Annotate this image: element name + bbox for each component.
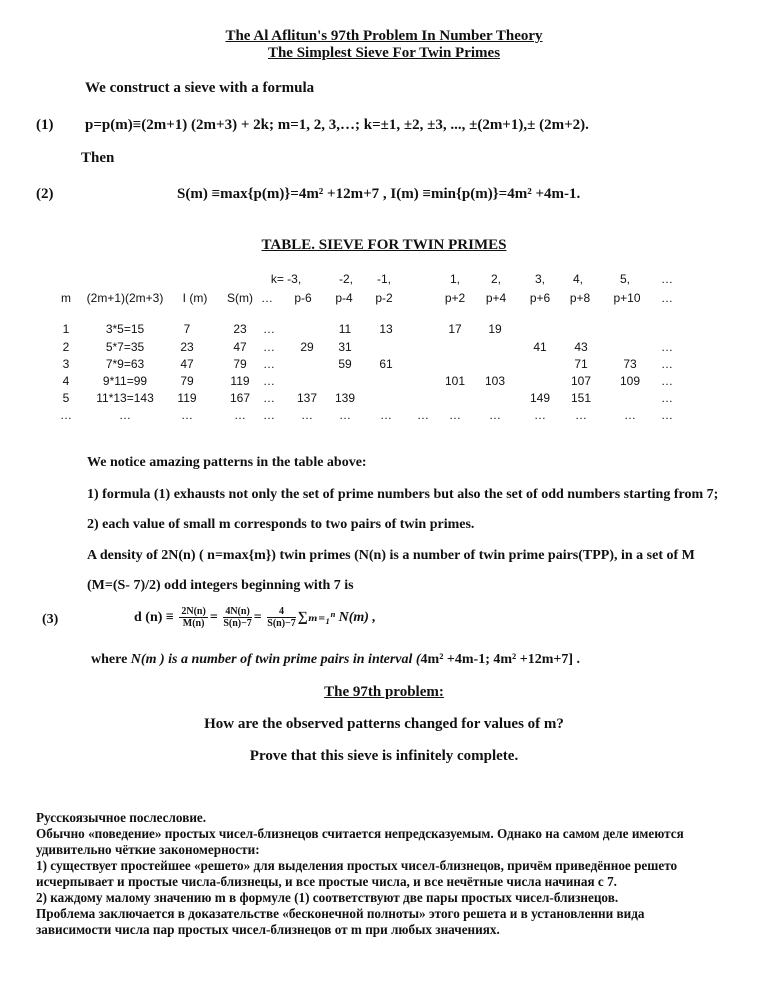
table-cell: … xyxy=(661,408,673,422)
table-cell: 107 xyxy=(570,374,592,388)
column-header: p+10 xyxy=(613,291,641,305)
intro-text: We construct a sieve with a formula xyxy=(85,80,315,96)
fraction-1-numerator: 2N(n) xyxy=(181,606,206,618)
table-cell: … xyxy=(661,374,673,388)
table-cell: 29 xyxy=(300,340,314,354)
formula3-number: (3) xyxy=(42,612,59,627)
table-cell: … xyxy=(181,408,193,422)
table-cell: … xyxy=(263,340,275,354)
summation: ∑ₘ₌₁ⁿ N(m) , xyxy=(297,610,376,625)
k-value-cell: k= -3, xyxy=(270,272,302,286)
column-header: p-6 xyxy=(294,291,312,305)
table-cell: 139 xyxy=(334,391,356,405)
problem-question-1: How are the observed patterns changed for values of m? xyxy=(204,716,564,732)
formula3-lhs: d (n) ≡ xyxy=(134,610,174,625)
table-cell: … xyxy=(263,322,275,336)
table-cell: 137 xyxy=(296,391,318,405)
pattern-item-2: 2) each value of small m corresponds to two pairs of twin primes. xyxy=(87,517,475,532)
table-cell: … xyxy=(380,408,392,422)
table-cell: … xyxy=(534,408,546,422)
table-cell: 31 xyxy=(338,340,352,354)
table-cell: 13 xyxy=(379,322,393,336)
table-cell: 47 xyxy=(180,357,194,371)
k-value-cell: 4, xyxy=(572,272,584,286)
pattern-item-1: 1) formula (1) exhausts not only the set of prime numbers but also the set of odd numbers starting from 7; xyxy=(87,487,719,502)
table-cell: … xyxy=(624,408,636,422)
column-header: S(m) xyxy=(227,291,253,305)
table-cell: 9*11=99 xyxy=(102,374,148,388)
problem-title: The 97th problem: xyxy=(324,684,444,700)
fraction-3-numerator: 4 xyxy=(267,606,295,618)
k-value-cell: 3, xyxy=(534,272,546,286)
column-header: p+8 xyxy=(569,291,591,305)
table-cell: … xyxy=(339,408,351,422)
column-header: … xyxy=(261,291,273,305)
table-cell: 11*13=143 xyxy=(96,391,154,405)
fraction-2 xyxy=(223,606,251,629)
fraction-1-denominator: M(n) xyxy=(182,618,205,630)
table-cell: 19 xyxy=(488,322,502,336)
table-cell: 1 xyxy=(62,322,70,336)
table-cell: 5*7=35 xyxy=(105,340,145,354)
table-cell: … xyxy=(449,408,461,422)
table-cell: 11 xyxy=(338,322,352,336)
russian-line-7: Проблема заключается в доказательстве «бесконечной полноты» этого решета и в установленни вида xyxy=(36,906,645,921)
column-header: I (m) xyxy=(182,291,208,305)
table-cell: 7*9=63 xyxy=(105,357,145,371)
table-cell: 59 xyxy=(338,357,352,371)
then-text: Then xyxy=(81,150,115,166)
column-header: p-4 xyxy=(335,291,353,305)
table-cell: 5 xyxy=(62,391,70,405)
table-cell: 79 xyxy=(180,374,194,388)
table-cell: … xyxy=(661,391,673,405)
table-cell: 119 xyxy=(177,391,197,405)
russian-line-6: 2) каждому малому значению m в формуле (1) соответствуют две пары простых чисел-близнецов. xyxy=(36,890,619,905)
table-cell: 3*5=15 xyxy=(105,322,145,336)
table-cell: 2 xyxy=(62,340,70,354)
fraction-3 xyxy=(267,606,295,629)
table-cell: 151 xyxy=(570,391,592,405)
k-value-cell: … xyxy=(661,272,673,286)
table-cell: … xyxy=(489,408,501,422)
formula1-text: p=p(m)≡(2m+1) (2m+3) + 2k; m=1, 2, 3,…; k=±1, ±2, ±3, ..., ±(2m+1),± (2m+2). xyxy=(85,117,589,133)
column-header: p+6 xyxy=(529,291,551,305)
table-cell: 4 xyxy=(62,374,70,388)
title-line2: The Simplest Sieve For Twin Primes xyxy=(267,45,501,61)
table-cell: 43 xyxy=(574,340,588,354)
table-cell: 7 xyxy=(183,322,191,336)
table-cell: … xyxy=(575,408,587,422)
problem-question-2: Prove that this sieve is infinitely complete. xyxy=(249,748,519,764)
where-line xyxy=(91,652,580,668)
russian-line-1: Русскоязычное послесловие. xyxy=(36,810,207,825)
title-line1: The Al Aflitun's 97th Problem In Number Theory xyxy=(225,28,543,44)
fraction-1 xyxy=(179,606,207,629)
formula2-number: (2) xyxy=(36,186,54,202)
table-cell: 73 xyxy=(623,357,637,371)
column-header: p+2 xyxy=(444,291,466,305)
russian-line-4: 1) существует простейшее «решето» для выделения простых чисел-близнецов, причём приведённое решето xyxy=(36,858,678,873)
table-cell: … xyxy=(661,340,673,354)
table-cell: … xyxy=(417,408,429,422)
formula2-text: S(m) ≡max{p(m)}=4m² +12m+7 , I(m) ≡min{p(m)}=4m² +4m-1. xyxy=(177,186,581,202)
table-cell: … xyxy=(301,408,313,422)
table-cell: … xyxy=(661,357,673,371)
table-cell: 47 xyxy=(233,340,247,354)
table-cell: 167 xyxy=(229,391,251,405)
table-cell: … xyxy=(263,357,275,371)
fraction-2-numerator: 4N(n) xyxy=(223,606,251,618)
column-header: m xyxy=(61,291,71,305)
k-value-cell: -2, xyxy=(338,272,354,286)
table-cell: … xyxy=(263,374,275,388)
density-line-2: (M=(S- 7)/2) odd integers beginning with 7 is xyxy=(87,578,354,593)
k-value-cell: 5, xyxy=(619,272,631,286)
k-value-cell: 2, xyxy=(490,272,502,286)
where-italic: N(m ) is a number of twin prime pairs in interval ( xyxy=(130,652,421,667)
table-cell: … xyxy=(263,408,275,422)
table-cell: 23 xyxy=(233,322,247,336)
where-rest: 4m² +4m-1; 4m² +12m+7] . xyxy=(420,652,581,667)
fraction-2-denominator: S(n)−7 xyxy=(223,618,252,630)
table-cell: 3 xyxy=(62,357,70,371)
column-header: … xyxy=(661,291,673,305)
table-cell: 71 xyxy=(574,357,588,371)
table-cell: 41 xyxy=(533,340,547,354)
table-cell: 101 xyxy=(444,374,466,388)
column-header: p-2 xyxy=(375,291,393,305)
russian-line-3: удивительно чёткие закономерности: xyxy=(36,842,260,857)
table-cell: 61 xyxy=(379,357,393,371)
table-cell: 149 xyxy=(529,391,551,405)
k-value-cell: 1, xyxy=(449,272,461,286)
table-cell: 17 xyxy=(448,322,462,336)
table-cell: 119 xyxy=(230,374,250,388)
fraction-3-denominator: S(n)−7 xyxy=(267,618,296,630)
where-prefix: where xyxy=(91,652,131,667)
table-cell: … xyxy=(263,391,275,405)
table-cell: 79 xyxy=(233,357,247,371)
column-header: p+4 xyxy=(485,291,507,305)
table-cell: … xyxy=(60,408,72,422)
table-cell: … xyxy=(119,408,131,422)
russian-line-8: зависимости числа пар простых чисел-близнецов от m при любых значениях. xyxy=(36,922,500,937)
density-line-1: A density of 2N(n) ( n=max{m}) twin primes (N(n) is a number of twin prime pairs(TPP), in a set of M xyxy=(87,548,695,563)
k-value-cell: -1, xyxy=(376,272,392,286)
formula1-number: (1) xyxy=(36,117,54,133)
formula3-expression: d (n) ≡ $\frac{2N(n)}{M(n)}$ = $\frac{4N(n)}{S(n)-7}$ = $\frac{4}{S(n)-7}$ ∑ₘ₌₁ⁿ N(m) , xyxy=(134,606,376,630)
table-cell: … xyxy=(234,408,246,422)
column-header: (2m+1)(2m+3) xyxy=(86,291,164,305)
patterns-intro: We notice amazing patterns in the table above: xyxy=(87,455,367,470)
table-title: TABLE. SIEVE FOR TWIN PRIMES xyxy=(261,237,507,253)
table-cell: 109 xyxy=(619,374,641,388)
russian-line-5: исчерпывает и простые числа-близнецы, и все простые числа, и все нечётные числа начиная с 7. xyxy=(36,874,617,889)
table-cell: 103 xyxy=(484,374,506,388)
russian-line-2: Обычно «поведение» простых чисел-близнецов считается непредсказуемым. Однако на самом деле имеются xyxy=(36,826,684,841)
table-cell: 23 xyxy=(180,340,194,354)
